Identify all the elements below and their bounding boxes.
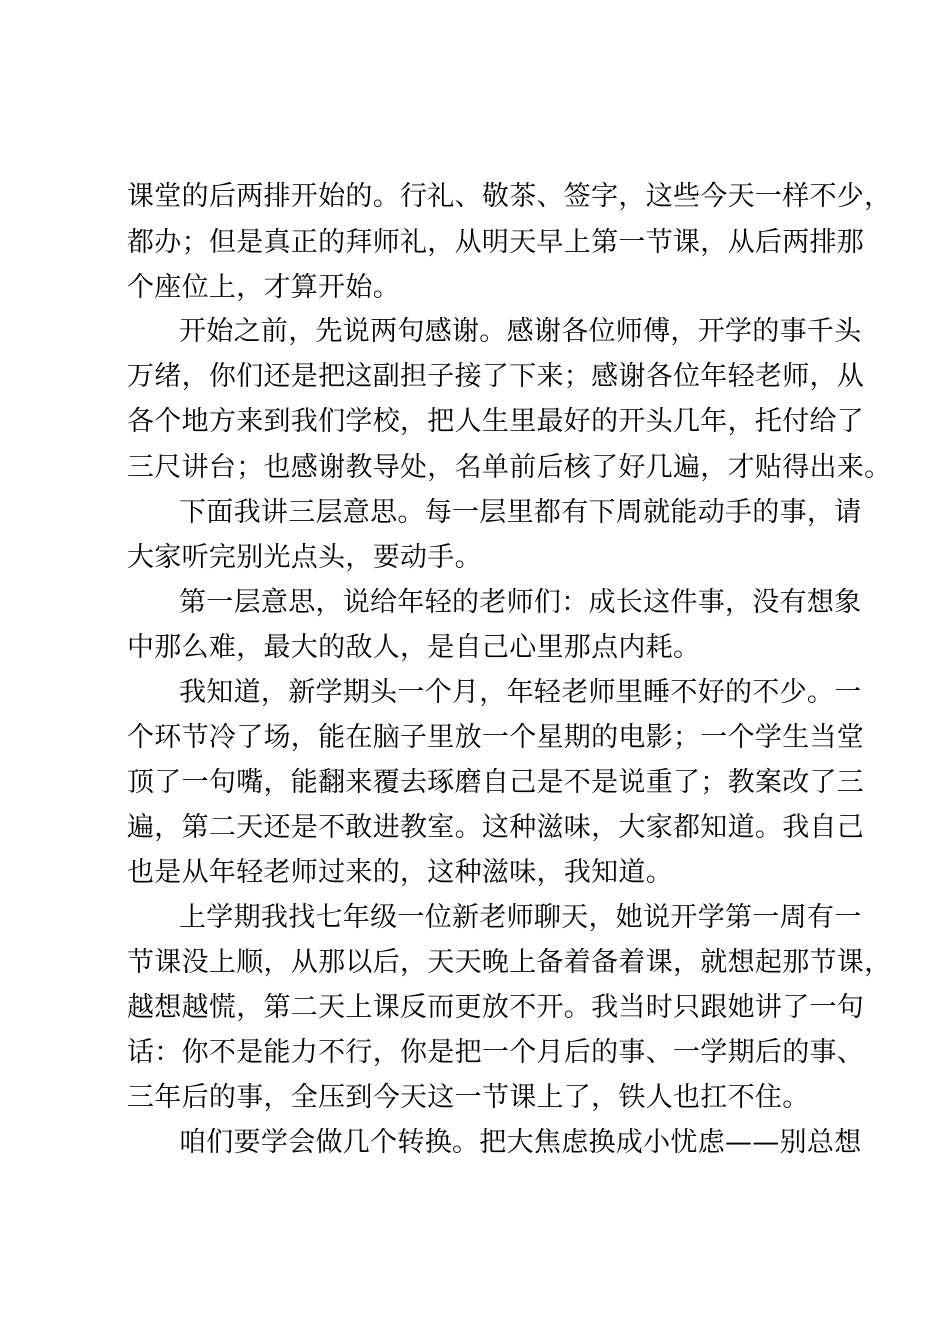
- paragraph-start-line: 第一层意思，说给年轻的老师们：成长这件事，没有想象: [179, 587, 862, 618]
- text-line: 大家听完别光点头，要动手。: [127, 542, 482, 573]
- paragraph-start-line: 咱们要学会做几个转换。把大焦虑换成小忧虑——别总想: [179, 1127, 862, 1158]
- text-line: 课堂的后两排开始的。行礼、敬茶、签字，这些今天一样不少，: [127, 181, 892, 212]
- text-line: 越想越慌，第二天上课反而更放不开。我当时只跟她讲了一句: [127, 992, 865, 1023]
- text-line: 三尺讲台；也感谢教导处，名单前后核了好几遍，才贴得出来。: [127, 452, 892, 483]
- paragraph-start-line: 上学期我找七年级一位新老师聊天，她说开学第一周有一: [179, 902, 862, 933]
- text-line: 各个地方来到我们学校，把人生里最好的开头几年，托付给了: [127, 406, 865, 437]
- paragraph-start-line: 我知道，新学期头一个月，年轻老师里睡不好的不少。一: [179, 677, 862, 708]
- text-line: 个座位上，才算开始。: [127, 272, 400, 303]
- text-line: 遍，第二天还是不敢进教室。这种滋味，大家都知道。我自己: [127, 812, 865, 843]
- text-line: 都办；但是真正的拜师礼，从明天早上第一节课，从后两排那: [127, 227, 865, 258]
- paragraph-start-line: 下面我讲三层意思。每一层里都有下周就能动手的事，请: [179, 497, 862, 528]
- text-line: 顶了一句嘴，能翻来覆去琢磨自己是不是说重了；教案改了三: [127, 767, 865, 798]
- text-line: 也是从年轻老师过来的，这种滋味，我知道。: [127, 857, 673, 888]
- text-line: 三年后的事，全压到今天这一节课上了，铁人也扛不住。: [127, 1082, 810, 1113]
- paragraph-start-line: 开始之前，先说两句感谢。感谢各位师傅，开学的事千头: [179, 316, 862, 347]
- text-line: 节课没上顺，从那以后，天天晚上备着备着课，就想起那节课，: [127, 947, 892, 978]
- text-line: 万绪，你们还是把这副担子接了下来；感谢各位年轻老师，从: [127, 361, 865, 392]
- text-line: 中那么难，最大的敌人，是自己心里那点内耗。: [127, 632, 701, 663]
- text-line: 个环节冷了场，能在脑子里放一个星期的电影；一个学生当堂: [127, 722, 865, 753]
- text-line: 话：你不是能力不行，你是把一个月后的事、一学期后的事、: [127, 1037, 865, 1068]
